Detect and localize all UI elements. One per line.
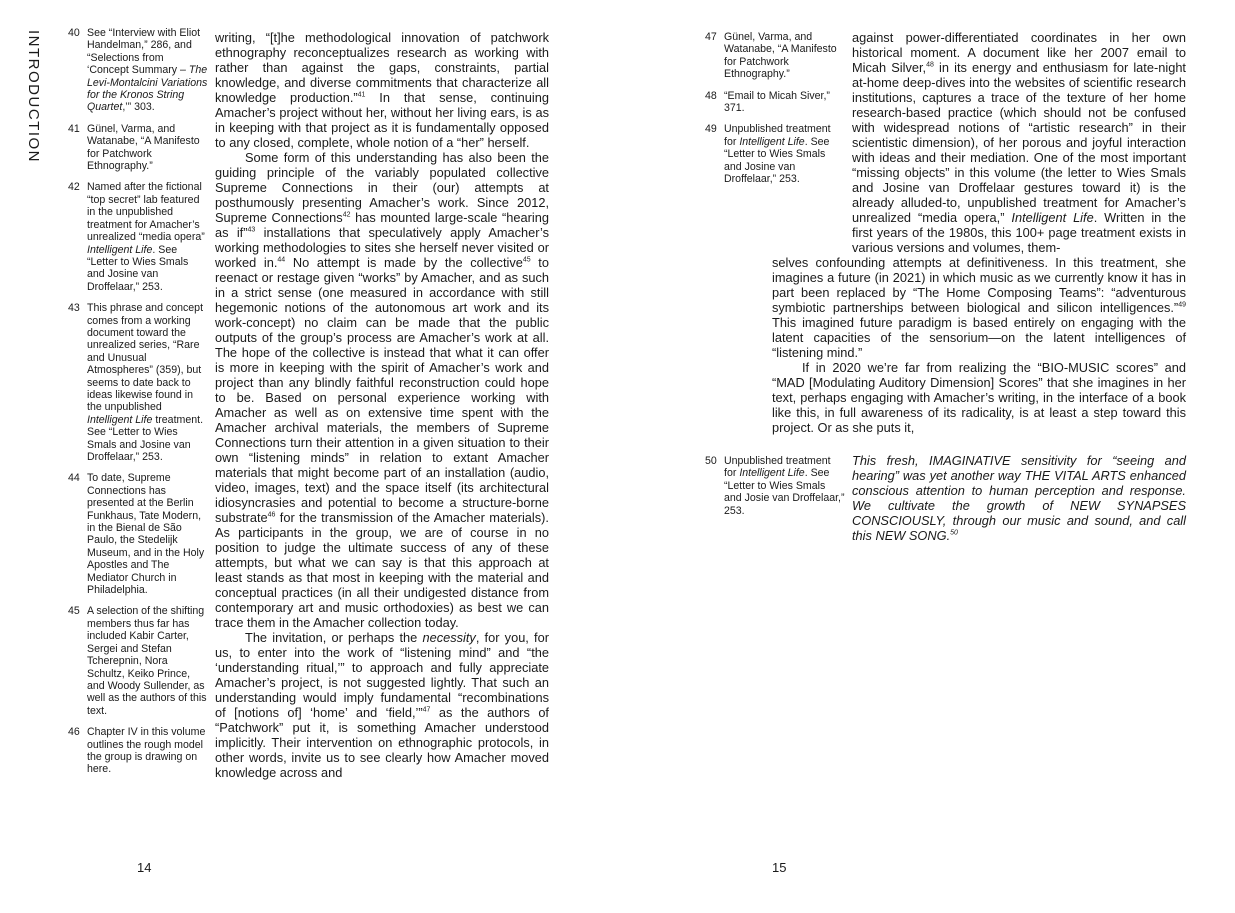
footnote-number: 45 xyxy=(68,605,80,618)
block-quote xyxy=(852,453,1186,543)
footnote xyxy=(68,302,208,463)
footnote-number: 44 xyxy=(68,472,80,485)
italic-text: necessity xyxy=(422,630,476,645)
text-run: To date, Supreme Connections has presented at the Berlin Funkhaus, Tate Modern, in the Bienal de São Paulo, the Stedelijk Museum, and in the Holy Apostles and The Mediator Church in Philadelphia. xyxy=(87,472,205,597)
running-title-text: INTRODUCTION xyxy=(25,30,42,163)
footnote-number: 48 xyxy=(705,89,717,102)
text-run: for the transmission of the Amacher materials). As participants in the group, we are of course in no position to judge the ultimate success of any of these attempts, but what we can say is that this approach at least stands as that most in keeping with the material and conceptual practices (in all their undigested distance from contemporary art and music orthodoxies) as best we can trace them in the Amacher collection today. xyxy=(215,510,549,630)
right-body-text xyxy=(772,30,1186,435)
text-run: in its energy and enthusiasm for late-night at-home deep-dives into the websites of scientific research institutions, captures a trace of the texture of her home research-based practice (which should not be confused with widespread notions of “artistic research” in their scientistic dimension), of her porous and joyful interaction with ideas and their mediation. One of the most important “missing objects” in this volume (the letter to Wies Smals and Josine van Droffelaar gestures toward it) is the already alluded-to, unpublished treatment for Amacher’s unrealized “media opera,” xyxy=(852,60,1186,225)
text-run: This phrase and concept comes from a working document toward the unrealized series, “Rare and Unusual Atmospheres” (359), but seems to date back to ideas likewise found in the unpublished xyxy=(87,302,204,414)
italic-text: Intelligent Life xyxy=(739,135,805,148)
footnote-ref[interactable]: 48 xyxy=(926,61,934,69)
left-page-number: 14 xyxy=(137,860,152,875)
text-run: . See “Letter to Wies Smals and Josine van Droffelaar,” 253. xyxy=(724,135,830,186)
text-run: , for you, for us, to enter into the work of “listening mind” and “the ‘understanding ritual,’” to approach and fully appreciate Amacher’s project, is not suggested lightly. That such an understanding would imply fundamental “recombinations of [notions of] ‘home’ and ‘field,’” xyxy=(215,630,549,720)
italic-text: Intelligent Life xyxy=(739,467,805,480)
right-page-number: 15 xyxy=(772,860,787,875)
footnote-number: 49 xyxy=(705,123,717,136)
text-run: Günel, Varma, and Watanabe, “A Manifesto for Patchwork Ethnography.” xyxy=(724,31,837,81)
text-run: ,’” 303. xyxy=(122,101,155,114)
right-footnote-50 xyxy=(705,455,845,526)
text-run: This fresh, IMAGINATIVE sensitivity for “seeing and hearing” was yet another way THE VITAL ARTS enhanced conscious attention to human perception and response. We cultivate the growth of NEW SYNAPSES CONSCIOUSLY, through our music and sound, and call this NEW SONG. xyxy=(852,453,1186,543)
text-run: . See “Letter to Wies Smals and Josine van Droffelaar,” 253. xyxy=(87,243,189,293)
text-run: No attempt is made by the collective xyxy=(285,255,523,270)
footnote-ref[interactable]: 43 xyxy=(247,226,256,234)
footnote-ref[interactable]: 41 xyxy=(357,91,366,99)
italic-text: The Levi-Montalcini Variations for the Kronos String Quartet xyxy=(87,64,208,114)
text-run: to reenact or restage given “works” by Amacher, and as such in a strict sense (one measured in accordance with still hegemonic notions of the autonomous art work and its work-concept) no claim can be made that the public outputs of the group’s process are Amacher’s work at all. The hope of the collective is instead that what it can offer is more in keeping with the spirit of Amacher’s work and project than any blindly faithful reconstruction could hope to be. Based on personal experience working with Amacher as well as on extensive time spent with the Amacher archival materials, the members of Supreme Connections turn their attention in a given situation to their own “listening minds” in relation to extant Amacher materials that might become part of an installation (audio, video, images, text) and the space itself (its architectural idiosyncrasies and potential to become a structure-borne substrate xyxy=(215,255,549,525)
paragraph xyxy=(215,30,549,150)
footnote-number: 40 xyxy=(68,27,80,39)
paragraph xyxy=(215,630,549,780)
text-run: . See “Letter to Wies Smals and Josie van Droffelaar,” 253. xyxy=(724,467,845,517)
footnote-number: 41 xyxy=(68,122,80,135)
text-run: writing, “[t]he methodological innovation of patchwork ethnography reconceptualizes research as working with rather than against the gaps, constraints, partial knowledge, and diverse commitments that characterize all knowledge production.” xyxy=(215,30,549,105)
text-run: installations that speculatively apply Amacher’s working methodologies to sites she herself never visited or worked in. xyxy=(215,225,550,270)
text-run: “Email to Micah Siver,” 371. xyxy=(724,89,830,115)
running-title xyxy=(25,30,44,163)
text-run: The invitation, or perhaps the xyxy=(245,630,423,645)
text-run: . Written in the first years of the 1980s, this 100+ page treatment exists in various versions and volumes, them- xyxy=(852,210,1186,255)
italic-text: Intelligent Life xyxy=(87,243,153,256)
text-run: A selection of the shifting members thus far has included Kabir Carter, Sergei and Stefan Tcherepnin, Nora Schultz, Keiko Prince, and Woody Sullender, as well as the authors of this text. xyxy=(87,605,207,717)
text-run: Unpublished treatment for xyxy=(724,123,831,148)
footnote-number: 42 xyxy=(68,181,80,194)
text-run: has mounted large-scale “hearing as if” xyxy=(215,210,549,240)
footnote xyxy=(68,181,208,293)
footnote xyxy=(68,726,208,776)
text-run: treatment. See “Letter to Wies Smals and Josine van Droffelaar,” 253. xyxy=(87,413,204,463)
footnote-ref[interactable]: 49 xyxy=(1178,301,1186,309)
footnote-ref[interactable]: 50 xyxy=(950,529,958,537)
footnote-number: 46 xyxy=(68,726,80,739)
left-body-text xyxy=(215,30,549,780)
text-run: Günel, Varma, and Watanabe, “A Manifesto for Patchwork Ethnography.” xyxy=(87,122,200,173)
paragraph xyxy=(772,360,1186,435)
text-run: as the authors of “Patchwork” put it, is something Amacher understood implicitly. Their intervention on ethnographic protocols, in other words, invite us to see clearly how Amacher moved knowledge across and xyxy=(215,705,549,780)
text-run: In that sense, continuing Amacher’s project without her, without her living ears, is as in keeping with that project as it is fundamentally opposed to any closed, complete, whole notion of a “her” herself. xyxy=(215,90,549,150)
footnote-ref[interactable]: 45 xyxy=(522,256,531,264)
footnote-ref[interactable]: 42 xyxy=(342,211,351,219)
text-run: This imagined future paradigm is based entirely on engaging with the latent capacities of the sensorium—on the latent intelligences of “listening mind.” xyxy=(772,315,1186,360)
footnote-number: 47 xyxy=(705,31,717,43)
quote-text xyxy=(852,453,1186,543)
italic-text: Intelligent Life xyxy=(1011,210,1094,225)
paragraph xyxy=(215,150,549,630)
footnote xyxy=(68,123,208,173)
text-run: See “Interview with Eliot Handelman,” 286, and “Selections from ‘Concept Summary – xyxy=(87,27,201,77)
paragraph xyxy=(772,255,1186,360)
text-run: Chapter IV in this volume outlines the rough model the group is drawing on here. xyxy=(87,726,206,776)
footnote-number: 50 xyxy=(705,455,717,467)
text-run: Named after the fictional “top secret” lab featured in the unpublished treatment for Amacher’s unrealized “media opera” xyxy=(87,181,205,244)
footnote-ref[interactable]: 44 xyxy=(277,256,286,264)
left-footnotes xyxy=(68,27,208,785)
footnote xyxy=(68,605,208,717)
text-run: If in 2020 we’re far from realizing the “BIO-MUSIC scores” and “MAD [Modulating Auditory Dimension] Scores” that she imagines in her text, perhaps engaging with Amacher’s writing, in the interface of a book like this, in full awareness of its radicality, is at least a step toward this project. Or as she puts it, xyxy=(772,360,1186,435)
footnote xyxy=(68,472,208,596)
text-run: Unpublished treatment for xyxy=(724,455,831,480)
footnote xyxy=(68,27,208,114)
footnote-ref[interactable]: 47 xyxy=(422,706,431,714)
footnote-ref[interactable]: 46 xyxy=(267,511,276,519)
footnote-number: 43 xyxy=(68,302,80,315)
text-run: selves confounding attempts at definitiveness. In this treatment, she imagines a future (in 2021) in which music as we currently know it has in part been replaced by “The Home Composing Teams”: “adventurous symbiotic partnerships between biological and silicon intelligences.” xyxy=(772,255,1186,315)
paragraph xyxy=(852,30,1186,255)
italic-text: Intelligent Life xyxy=(87,413,153,426)
text-run: against power-differentiated coordinates in her own historical moment. A document like her 2007 email to Micah Silver, xyxy=(852,30,1186,75)
text-run: Some form of this understanding has also been the guiding principle of the variably populated collective Supreme Connections in their (our) attempts at posthumously presenting Amacher’s work. Since 2012, Supreme Connections xyxy=(215,150,549,225)
footnote xyxy=(705,455,845,517)
